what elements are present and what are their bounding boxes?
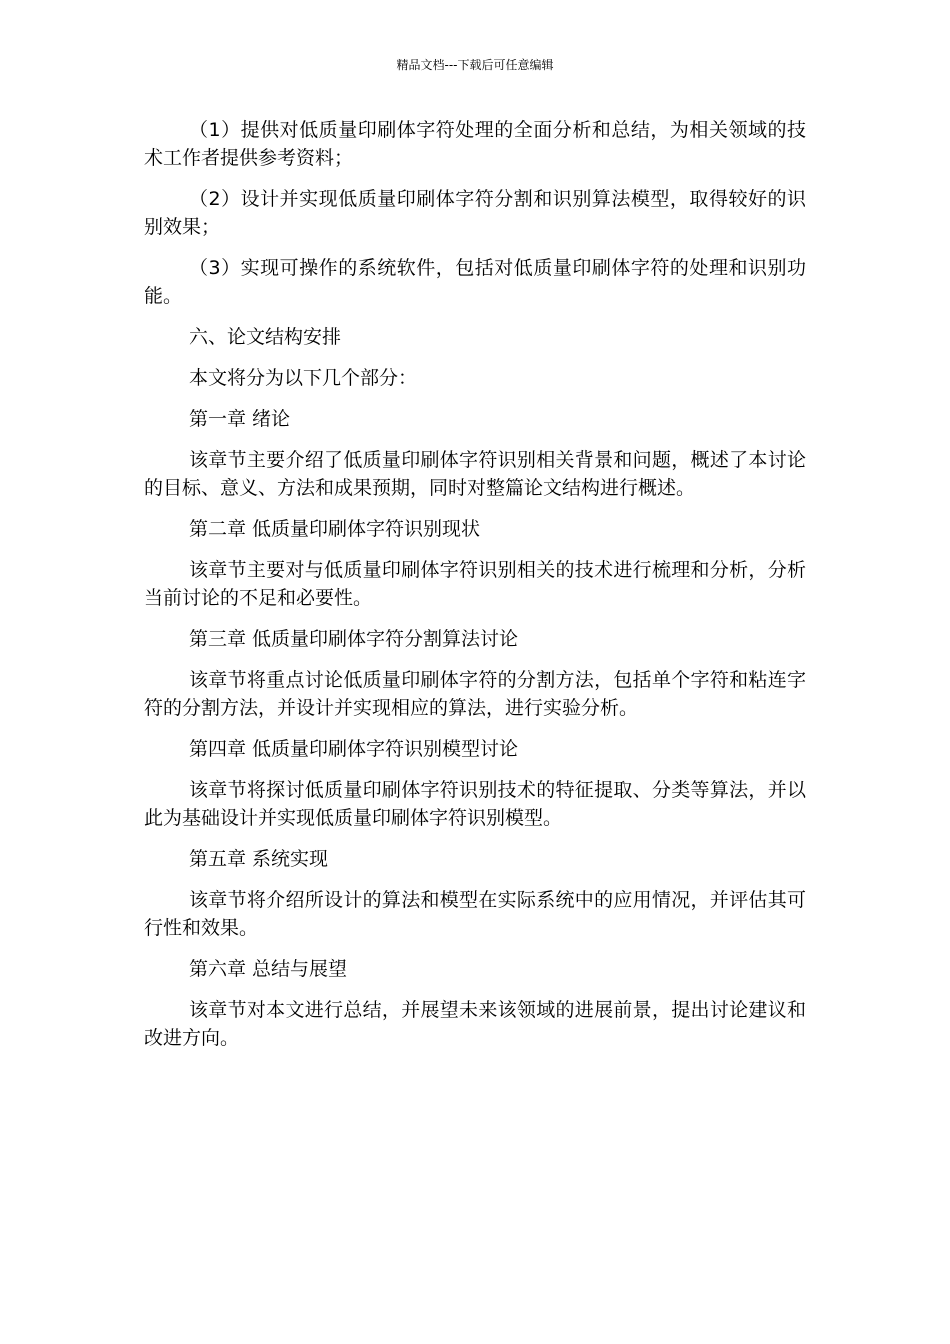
chapter-description-6: 该章节对本文进行总结，并展望未来该领域的进展前景，提出讨论建议和改进方向。	[144, 999, 806, 1049]
chapter-heading-3: 第三章 低质量印刷体字符分割算法讨论	[189, 628, 519, 650]
chapter-description-1: 该章节主要介绍了低质量印刷体字符识别相关背景和问题，概述了本讨论的目标、意义、方法和成果预期，同时对整篇论文结构进行概述。	[144, 449, 806, 499]
document-body	[144, 116, 806, 1065]
chapter-description-2: 该章节主要对与低质量印刷体字符识别相关的技术进行梳理和分析，分析当前讨论的不足和必要性。	[144, 559, 806, 609]
page-header: 精品文档---下载后可任意编辑	[396, 58, 554, 72]
paragraph-intro: 本文将分为以下几个部分：	[189, 367, 418, 389]
chapter-heading-1: 第一章 绪论	[189, 408, 291, 430]
section-heading: 六、论文结构安排	[189, 326, 342, 348]
chapter-heading-5: 第五章 系统实现	[189, 848, 329, 870]
chapter-heading-2: 第二章 低质量印刷体字符识别现状	[189, 518, 481, 540]
paragraph-objective-2: （2）设计并实现低质量印刷体字符分割和识别算法模型，取得较好的识别效果；	[144, 188, 806, 238]
chapter-description-3: 该章节将重点讨论低质量印刷体字符的分割方法，包括单个字符和粘连字符的分割方法，并设计并实现相应的算法，进行实验分析。	[144, 669, 806, 719]
chapter-heading-6: 第六章 总结与展望	[189, 958, 348, 980]
paragraph-objective-1: （1）提供对低质量印刷体字符处理的全面分析和总结，为相关领域的技术工作者提供参考资料；	[144, 119, 806, 169]
chapter-heading-4: 第四章 低质量印刷体字符识别模型讨论	[189, 738, 519, 760]
chapter-description-5: 该章节将介绍所设计的算法和模型在实际系统中的应用情况，并评估其可行性和效果。	[144, 889, 806, 939]
paragraph-objective-3: （3）实现可操作的系统软件，包括对低质量印刷体字符的处理和识别功能。	[144, 257, 806, 307]
chapter-description-4: 该章节将探讨低质量印刷体字符识别技术的特征提取、分类等算法，并以此为基础设计并实现低质量印刷体字符识别模型。	[144, 779, 806, 829]
